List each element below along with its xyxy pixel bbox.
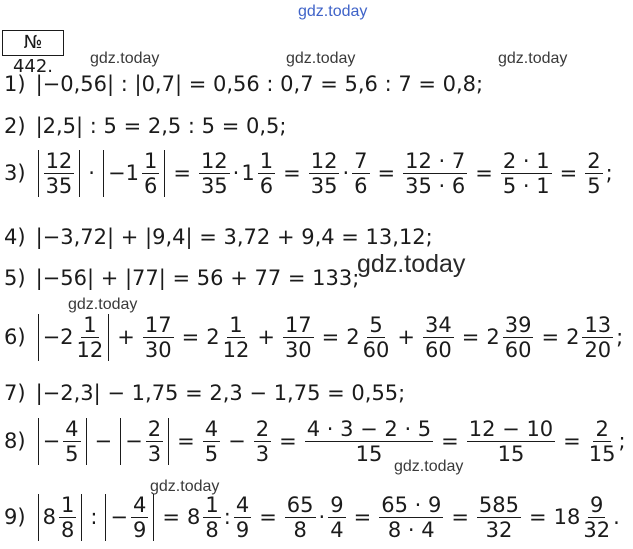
solution-line-1 <box>4 74 633 95</box>
absolute-value: − $\frac{4}{9}$ <box>105 494 154 541</box>
fraction: $\frac{1}{8}$ <box>60 493 75 543</box>
watermark-center: gdz.today <box>357 250 466 278</box>
line-number: 4) <box>4 225 26 249</box>
fraction: $\frac{4}{9}$ <box>133 493 147 543</box>
fraction: $\frac{1}{6}$ <box>259 149 274 199</box>
fraction: $\frac{7}{6}$ <box>354 149 368 199</box>
solution-line-5 <box>4 268 633 289</box>
fraction: $\frac{4}{5}$ <box>65 417 79 467</box>
fraction: $\frac{2}{15}$ <box>588 417 616 467</box>
fraction: $\frac{65}{8}$ <box>286 493 314 543</box>
watermark-row9: gdz.today <box>150 478 220 495</box>
fraction: $\frac{12 - 10}{15}$ <box>468 417 554 467</box>
fraction: $\frac{1}{6}$ <box>143 149 158 199</box>
fraction: $\frac{585}{32}$ <box>478 493 520 543</box>
fraction: $\frac{13}{20}$ <box>584 313 612 363</box>
fraction: $\frac{9}{32}$ <box>583 493 611 543</box>
line-number: 3) <box>4 161 26 186</box>
line-number: 2) <box>4 114 26 138</box>
fraction: $\frac{4 \cdot 3 - 2 \cdot 5}{15}$ <box>306 417 432 467</box>
absolute-value: −2 $\frac{1}{12}$ <box>38 314 110 361</box>
fraction: $\frac{5}{60}$ <box>362 313 390 363</box>
fraction: $\frac{9}{4}$ <box>330 493 344 543</box>
fraction: $\frac{2 \cdot 1}{5 \cdot 1}$ <box>502 149 550 199</box>
absolute-value: 8 $\frac{1}{8}$ <box>38 494 83 541</box>
absolute-value: − $\frac{2}{3}$ <box>120 418 169 465</box>
absolute-value: − $\frac{4}{5}$ <box>38 418 87 465</box>
line-number: 5) <box>4 266 26 290</box>
absolute-value <box>38 150 81 197</box>
fraction: $\frac{1}{12}$ <box>76 313 104 363</box>
line-number: 8) <box>4 429 26 454</box>
fraction: $\frac{17}{30}$ <box>284 313 312 363</box>
fraction: $\frac{12}{35}$ <box>45 149 73 199</box>
watermark-row1-mid: gdz.today <box>286 50 356 67</box>
expression: |2,5| : 5 = 2,5 : 5 = 0,5; <box>35 114 287 138</box>
line-number: 7) <box>4 381 26 405</box>
fraction: $\frac{2}{3}$ <box>255 417 270 467</box>
watermark-row8: gdz.today <box>394 458 464 475</box>
fraction: $\frac{12}{35}$ <box>200 149 228 199</box>
line-number: 1) <box>4 72 26 96</box>
expression: |−3,72| + |9,4| = 3,72 + 9,4 = 13,12; <box>35 225 433 249</box>
fraction: $\frac{12}{35}$ <box>310 149 338 199</box>
expression: |−2,3| − 1,75 = 2,3 − 1,75 = 0,55; <box>35 381 406 405</box>
watermark-top: gdz.today <box>298 3 368 20</box>
fraction: $\frac{4}{9}$ <box>235 493 250 543</box>
fraction: $\frac{17}{30}$ <box>144 313 172 363</box>
expression: |−0,56| : |0,7| = 0,56 : 0,7 = 5,6 : 7 = 0,8; <box>35 72 484 96</box>
solution-line-4 <box>4 227 633 248</box>
fraction: $\frac{39}{60}$ <box>504 313 532 363</box>
fraction: $\frac{65 \cdot 9}{8 \cdot 4}$ <box>381 493 442 543</box>
solution-line-9: 9) 8 $\frac{1}{8}$ : − $\frac{4}{9}$ = 8 $\frac{1}{8}$ : $\frac{4}{9}$ = $\frac{65}{8}$ · $\frac{9}{4}$ = $\frac{65 \cdot 9}{8 \cdot 4}$ = $\frac{585}{32}$ = 18 $\frac{9}{32}$ . <box>4 493 620 543</box>
solution-line-6: 6) −2 $\frac{1}{12}$ + $\frac{17}{30}$ = 2 $\frac{1}{12}$ + $\frac{17}{30}$ = 2 $\frac{5}{60}$ + $\frac{34}{60}$ = 2 $\frac{39}{60}$ = 2 $\frac{13}{20}$ ; <box>4 313 624 363</box>
solution-line-3: 3) $\frac{12}{35}$ · −1 $\frac{1}{6}$ = $\frac{12}{35}$ · 1 $\frac{1}{6}$ = $\frac{12}{35}$ · $\frac{7}{6}$ = $\frac{12 \cdot 7}{35 \cdot 6}$ = $\frac{2 \cdot 1}{5 \cdot 1}$ = $\frac{2}{5}$ ; <box>4 149 613 199</box>
watermark-row1-left: gdz.today <box>90 50 160 67</box>
solution-line-2 <box>4 116 633 137</box>
fraction: $\frac{1}{12}$ <box>222 313 250 363</box>
fraction: $\frac{12 \cdot 7}{35 \cdot 6}$ <box>405 149 466 199</box>
fraction: $\frac{2}{5}$ <box>587 149 601 199</box>
line-number: 9) <box>4 505 26 530</box>
fraction: $\frac{4}{5}$ <box>204 417 219 467</box>
expression: |−56| + |77| = 56 + 77 = 133; <box>35 266 360 290</box>
watermark-row6: gdz.today <box>68 296 138 313</box>
exercise-number-badge: № 442. <box>2 30 64 56</box>
solution-line-7 <box>4 383 633 404</box>
absolute-value: −1 $\frac{1}{6}$ <box>103 150 165 197</box>
fraction: $\frac{2}{3}$ <box>147 417 162 467</box>
solution-line-8: 8) − $\frac{4}{5}$ − − $\frac{2}{3}$ = $\frac{4}{5}$ − $\frac{2}{3}$ = $\frac{4 \cdot 3 - 2 \cdot 5}{15}$ = $\frac{12 - 10}{15}$ = $\frac{2}{15}$ ; <box>4 417 626 467</box>
fraction: $\frac{1}{8}$ <box>205 493 219 543</box>
line-number: 6) <box>4 325 26 350</box>
watermark-row1-right: gdz.today <box>498 50 568 67</box>
fraction: $\frac{34}{60}$ <box>425 313 452 363</box>
